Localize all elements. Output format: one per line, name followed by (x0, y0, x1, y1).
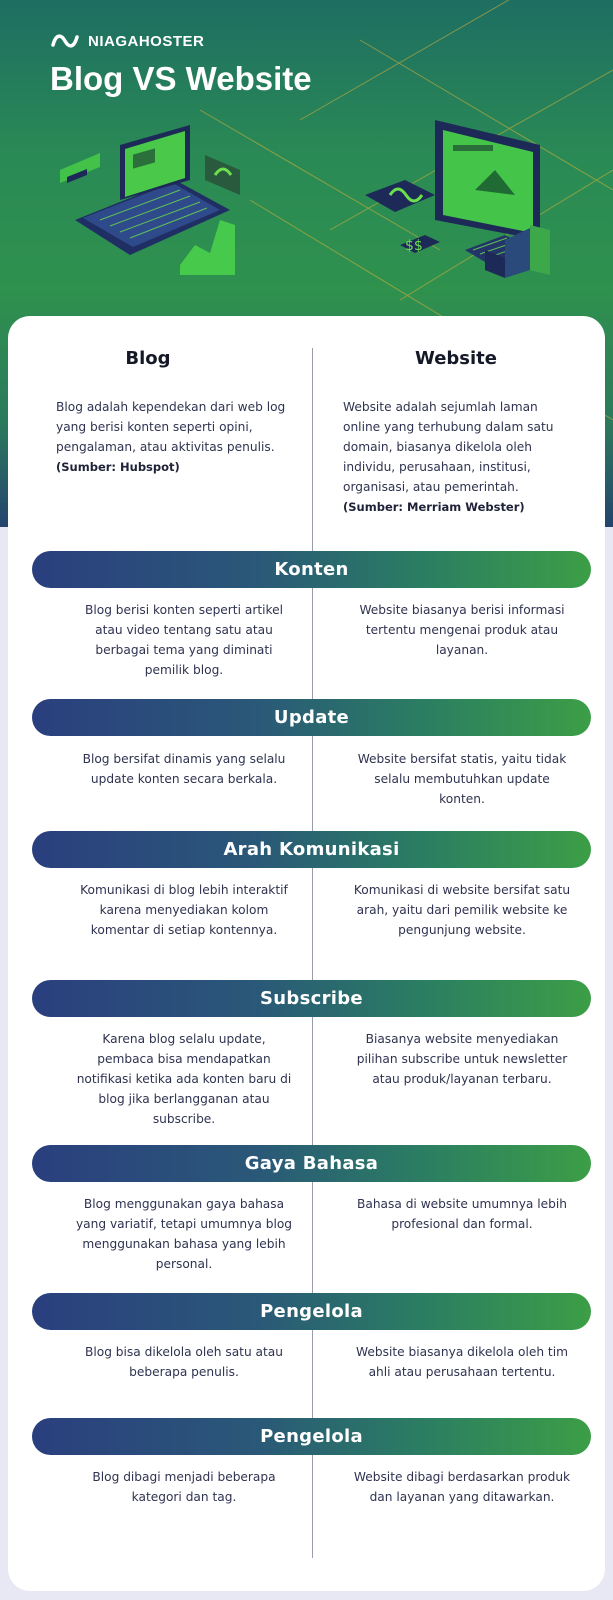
blog-pengelola-text: Blog bisa dikelola oleh satu atau beberapa penulis. (84, 1345, 284, 1379)
section-title: Pengelola (260, 1426, 363, 1447)
section-header-subscribe (32, 980, 591, 1017)
section-title: Pengelola (260, 1301, 363, 1322)
section-header-arah-komunikasi (32, 831, 591, 868)
website-kategori-text: Website dibagi berdasarkan produk dan layanan yang ditawarkan. (353, 1470, 571, 1504)
blog-definition (56, 397, 286, 477)
page-title: Blog VS Website (50, 60, 312, 97)
blog-source: (Sumber: Hubspot) (56, 460, 180, 474)
section-header-pengelola (32, 1293, 591, 1330)
brand-logo (50, 30, 204, 52)
website-column-title: Website (414, 348, 497, 369)
svg-text:$$: $$ (405, 238, 423, 254)
section-title: Update (273, 707, 350, 728)
blog-komunikasi-text: Komunikasi di blog lebih interaktif karena menyediakan kolom komentar di setiap kontennya. (80, 883, 288, 937)
blog-kategori-text: Blog dibagi menjadi beberapa kategori dan tag. (92, 1470, 276, 1504)
website-update-text: Website bersifat statis, yaitu tidak selalu membutuhkan update konten. (357, 752, 567, 806)
blog-subscribe-text: Karena blog selalu update, pembaca bisa mendapatkan notifikasi ketika ada konten baru di blog jika berlangganan atau subscribe. (76, 1032, 292, 1126)
website-definition-text: Website adalah sejumlah laman online yang terhubung dalam satu domain, biasanya dikelola oleh individu, perusahaan, institusi, organisasi, atau pemerintah. (343, 400, 554, 494)
website-source: (Sumber: Merriam Webster) (343, 500, 525, 514)
blog-update-text: Blog bersifat dinamis yang selalu update konten secara berkala. (82, 752, 286, 786)
section-title: Konten (274, 559, 349, 580)
website-bahasa-text: Bahasa di website umumnya lebih profesional dan formal. (356, 1197, 567, 1231)
section-title: Arah Komunikasi (223, 839, 400, 860)
website-definition (343, 397, 573, 517)
section-title: Subscribe (260, 988, 363, 1009)
website-pengelola-text: Website biasanya dikelola oleh tim ahli atau perusahaan tertentu. (356, 1345, 568, 1379)
section-header-update (32, 699, 591, 736)
section-title: Gaya Bahasa (244, 1153, 379, 1174)
blog-bahasa-text: Blog menggunakan gaya bahasa yang variatif, tetapi umumnya blog menggunakan bahasa yang lebih personal. (75, 1197, 293, 1271)
website-subscribe-text: Biasanya website menyediakan pilihan subscribe untuk newsletter atau produk/layanan terbaru. (356, 1032, 568, 1086)
section-header-pengelola-2 (32, 1418, 591, 1455)
desktop-website-illustration (365, 100, 565, 300)
section-header-konten (32, 551, 591, 588)
laptop-blog-illustration (55, 125, 255, 275)
section-header-gaya-bahasa (32, 1145, 591, 1182)
blog-column-title: Blog (125, 348, 171, 369)
website-konten-text: Website biasanya berisi informasi tertentu mengenai produk atau layanan. (359, 603, 565, 657)
column-divider (312, 348, 313, 1558)
niagahoster-logo-icon (50, 32, 80, 50)
blog-definition-text: Blog adalah kependekan dari web log yang berisi konten seperti opini, pengalaman, atau aktivitas penulis. (56, 400, 286, 454)
website-komunikasi-text: Komunikasi di website bersifat satu arah, yaitu dari pemilik website ke pengunjung website. (353, 883, 571, 937)
brand-name: NIAGAHOSTER (88, 32, 205, 50)
blog-konten-text: Blog berisi konten seperti artikel atau video tentang satu atau berbagai tema yang diminati pemilik blog. (84, 603, 284, 677)
